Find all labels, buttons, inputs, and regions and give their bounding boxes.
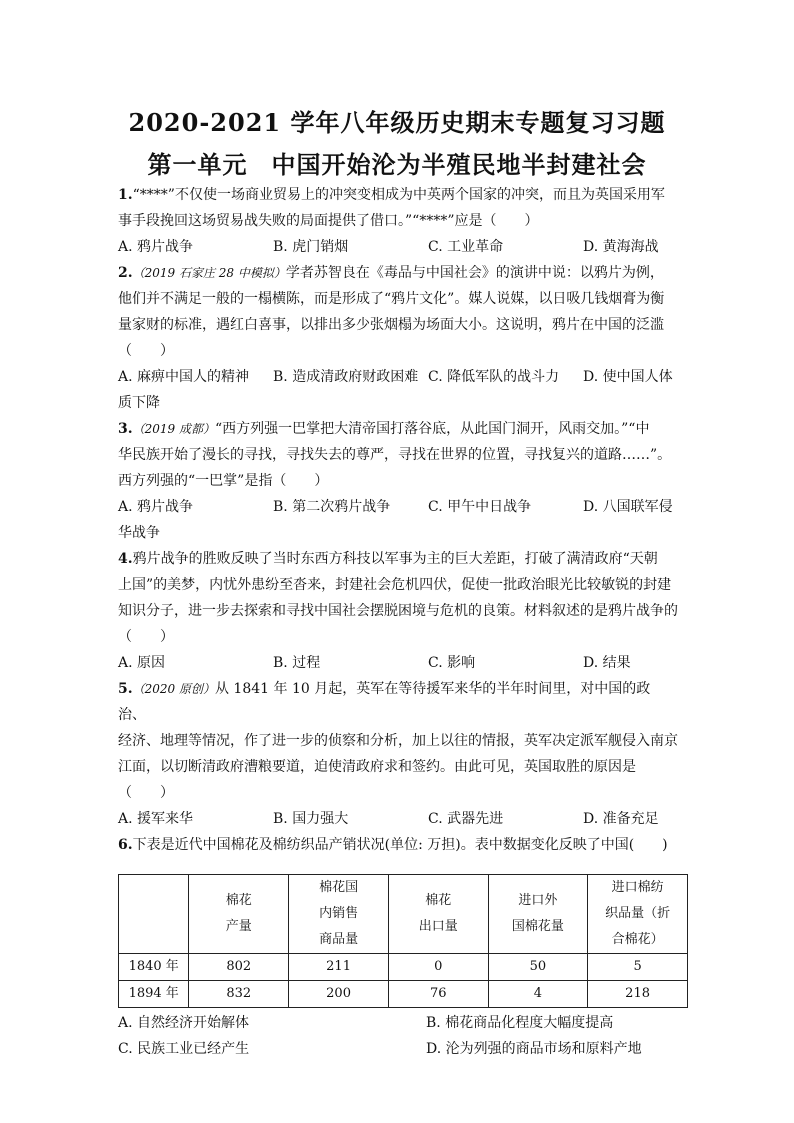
question-6 <box>118 832 678 1062</box>
question-4 <box>118 546 678 676</box>
option-a[interactable]: A. 麻痹中国人的精神 <box>118 369 250 385</box>
table-header-cell <box>119 875 189 954</box>
options-row <box>118 1036 678 1062</box>
table-cell: 832 <box>189 981 289 1008</box>
option-a[interactable]: A. 原因 <box>118 655 166 671</box>
table-cell: 50 <box>488 954 588 981</box>
option-c[interactable]: C. 甲午中日战争 <box>428 499 532 515</box>
unit-title <box>0 145 794 180</box>
question-number: 6. <box>118 837 133 853</box>
question-text-line: 下表是近代中国棉花及棉纺织品产销状况(单位: 万担)。表中数据变化反映了中国( ) <box>132 837 668 853</box>
table-cell: 1840 年 <box>119 954 189 981</box>
question-text-line: 华民族开始了漫长的寻找，寻找失去的尊严，寻找在世界的位置，寻找复兴的道路……”。 <box>118 447 672 463</box>
table-cell: 5 <box>588 954 688 981</box>
option-d[interactable]: D. 使中国人体 <box>583 369 673 385</box>
question-text-line: 上国”的美梦，内忧外患纷至沓来，封建社会危机四伏，促使一批政治眼光比较敏锐的封建 <box>118 577 672 593</box>
question-text-line: “西方列强一巴掌把大清帝国打落谷底，从此国门洞开，风雨交加。”“中 <box>214 421 650 437</box>
option-b[interactable]: B. 第二次鸦片战争 <box>273 499 391 515</box>
question-1 <box>118 182 678 260</box>
question-text-line: 学者苏智良在《毒品与中国社会》的演讲中说：以鸦片为例， <box>285 265 664 281</box>
option-d-continued: 华战争 <box>118 525 160 541</box>
question-5 <box>118 676 678 832</box>
table-header-cell: 进口外 国棉花量 <box>488 875 588 954</box>
unit-name: 中国开始沦为半殖民地半封建社会 <box>271 150 647 179</box>
question-number: 3. <box>118 421 133 437</box>
option-c[interactable]: C. 武器先进 <box>428 811 504 827</box>
option-d[interactable]: D. 结果 <box>583 655 631 671</box>
question-3 <box>118 416 678 546</box>
option-a[interactable]: A. 鸦片战争 <box>118 499 194 515</box>
question-source: （2019 石家庄 28 中模拟） <box>132 266 286 280</box>
table-header-cell: 棉花 产量 <box>189 875 289 954</box>
question-text-line: “****”不仅使一场商业贸易上的冲突变相成为中英两个国家的冲突，而且为英国采用军 <box>132 187 665 203</box>
option-b[interactable]: B. 过程 <box>273 655 321 671</box>
option-c[interactable]: C. 民族工业已经产生 <box>118 1041 250 1057</box>
option-b[interactable]: B. 虎门销烟 <box>273 239 349 255</box>
cotton-data-table <box>118 874 688 1008</box>
question-text-line: 经济、地理等情况，作了进一步的侦察和分析，加上以往的情报，英军决定派军舰侵入南京 <box>118 733 678 749</box>
option-a[interactable]: A. 援军来华 <box>118 811 194 827</box>
option-c[interactable]: C. 影响 <box>428 655 476 671</box>
table-cell: 218 <box>588 981 688 1008</box>
question-text-line: 他们并不满足一般的一榻横陈，而是形成了“鸦片文化”。媒人说媒，以日吸几钱烟膏为衡 <box>118 291 665 307</box>
options-row <box>118 806 678 832</box>
table-header-cell: 进口棉纺 织品量（折 合棉花） <box>588 875 688 954</box>
question-text-line: 事手段挽回这场贸易战失败的局面提供了借口。”“****”应是（ ） <box>118 213 539 229</box>
question-number: 4. <box>118 551 133 567</box>
option-d[interactable]: D. 八国联军侵 <box>583 499 673 515</box>
question-number: 2. <box>118 265 133 281</box>
table-cell: 0 <box>388 954 488 981</box>
option-c[interactable]: C. 降低军队的战斗力 <box>428 369 560 385</box>
options-row <box>118 364 678 390</box>
page-title: 2020-2021 学年八年级历史期末专题复习习题 <box>128 108 666 137</box>
question-text-line: 鸦片战争的胜败反映了当时东西方科技以军事为主的巨大差距，打破了满清政府“天朝 <box>132 551 658 567</box>
table-cell: 1894 年 <box>119 981 189 1008</box>
option-a[interactable]: A. 鸦片战争 <box>118 239 194 255</box>
option-b[interactable]: B. 国力强大 <box>273 811 349 827</box>
question-list <box>118 182 678 1062</box>
table-cell: 802 <box>189 954 289 981</box>
question-number: 5. <box>118 681 133 697</box>
question-2 <box>118 260 678 416</box>
option-d[interactable]: D. 黄海海战 <box>583 239 659 255</box>
table-cell: 200 <box>289 981 389 1008</box>
table-row <box>119 954 688 981</box>
table-header-cell: 棉花 出口量 <box>388 875 488 954</box>
table-header-cell: 棉花国 内销售 商品量 <box>289 875 389 954</box>
table-cell: 4 <box>488 981 588 1008</box>
table-cell: 211 <box>289 954 389 981</box>
option-d-continued: 质下降 <box>118 395 160 411</box>
unit-label: 第一单元 <box>147 150 248 179</box>
question-text-line: 西方列强的“一巴掌”是指（ ） <box>118 473 329 489</box>
table-cell: 76 <box>388 981 488 1008</box>
question-source: （2020 原创） <box>132 682 215 696</box>
question-number: 1. <box>118 187 133 203</box>
options-row <box>118 650 678 676</box>
question-source: （2019 成都） <box>132 422 215 436</box>
option-b[interactable]: B. 棉花商品化程度大幅度提高 <box>426 1015 614 1031</box>
option-d[interactable]: D. 准备充足 <box>583 811 659 827</box>
option-d[interactable]: D. 沦为列强的商品市场和原料产地 <box>426 1041 642 1057</box>
options-row <box>118 1010 678 1036</box>
option-b[interactable]: B. 造成清政府财政困难 <box>273 369 419 385</box>
table-row <box>119 981 688 1008</box>
table-header-row <box>119 875 688 954</box>
options-row <box>118 494 678 520</box>
question-text-line: （ ） <box>118 343 174 359</box>
question-text-line: 从 1841 年 10 月起，英军在等待援军来华的半年时间里，对中国的政治、 <box>118 681 651 723</box>
options-row <box>118 234 678 260</box>
option-c[interactable]: C. 工业革命 <box>428 239 504 255</box>
question-text-line: （ ） <box>118 629 174 645</box>
question-text-line: 量家财的标准，遇红白喜事，以排出多少张烟榻为场面大小。这说明，鸦片在中国的泛滥 <box>118 317 664 333</box>
option-a[interactable]: A. 自然经济开始解体 <box>118 1015 250 1031</box>
question-text-line: 江面，以切断清政府漕粮要道，迫使清政府求和签约。由此可见，英国取胜的原因是（ ） <box>118 759 636 801</box>
question-text-line: 知识分子，进一步去探索和寻找中国社会摆脱困境与危机的良策。材料叙述的是鸦片战争的 <box>118 603 678 619</box>
